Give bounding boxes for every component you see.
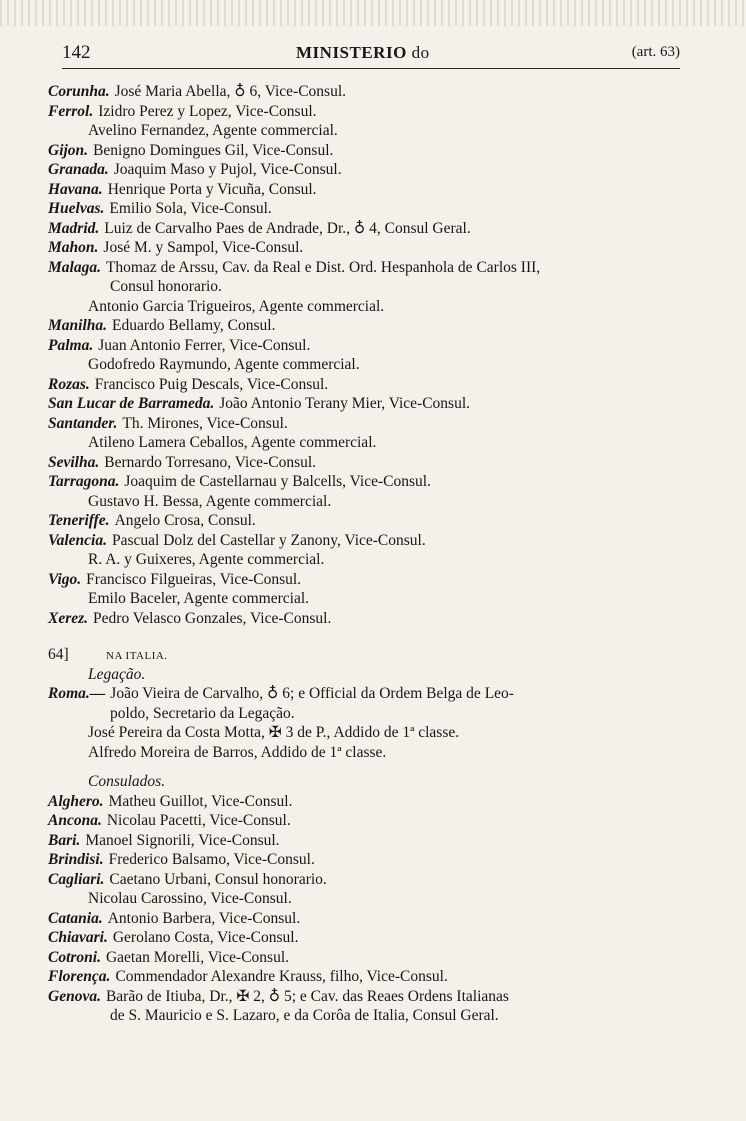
city-name: Ancona.	[48, 812, 102, 829]
city-name: Xerez.	[48, 609, 89, 627]
entry-text: José M. y Sampol, Vice-Consul.	[103, 239, 304, 256]
city-name: Granada.	[48, 161, 109, 178]
entry-line	[0, 928, 746, 948]
entry-subline: Nicolau Carossino, Vice-Consul.	[88, 890, 292, 907]
scan-noise	[0, 0, 746, 26]
entry-text: Caetano Urbani, Consul honorario.	[109, 870, 327, 888]
entry-subline: Godofredo Raymundo, Agente commercial.	[88, 356, 360, 373]
city-name: Manilha.	[48, 317, 108, 334]
entry-line	[0, 987, 746, 1007]
entry-line	[0, 82, 746, 102]
entry-line	[0, 531, 746, 551]
entry-line	[0, 609, 746, 629]
section-number: 64]	[48, 646, 69, 663]
entry-subline: José Pereira da Costa Motta, ✠ 3 de P., Addido de 1ª classe.	[88, 724, 460, 741]
running-title: MINISTERIO do	[296, 43, 430, 62]
entry-text: Matheu Guillot, Vice-Consul.	[108, 792, 293, 810]
entry-text: Th. Mirones, Vice-Consul.	[122, 414, 288, 432]
entry-line	[0, 570, 746, 590]
city-name: Havana.	[48, 180, 103, 198]
entry-line	[0, 199, 746, 219]
entry-text: João Antonio Terany Mier, Vice-Consul.	[219, 395, 471, 412]
entry-text: Nicolau Pacetti, Vice-Consul.	[106, 812, 291, 829]
entry-subline: Atileno Lamera Ceballos, Agente commercial.	[88, 434, 377, 451]
city-name: Valencia.	[48, 531, 107, 549]
city-name: Santander.	[48, 414, 118, 432]
spain-consulates-list	[0, 82, 746, 628]
city-name: Florença.	[48, 968, 111, 985]
entry-text: Thomaz de Arssu, Cav. da Real e Dist. Ord. Hespanhola de Carlos III,	[105, 258, 541, 276]
city-name: Genova.	[48, 987, 101, 1005]
city-name: Rozas.	[48, 375, 90, 393]
entry-text: Frederico Balsamo, Vice-Consul.	[108, 851, 315, 868]
city-name: Malaga.	[48, 258, 101, 276]
entry-line	[0, 967, 746, 987]
entry-line	[0, 160, 746, 180]
entry-text: Barão de Itiuba, Dr., ✠ 2, ♁ 5; e Cav. das Reaes Ordens Italianas	[105, 987, 509, 1005]
entry-line	[0, 811, 746, 831]
entry-text: Gerolano Costa, Vice-Consul.	[112, 929, 299, 946]
page-header	[62, 40, 680, 69]
city-name: Brindisi.	[48, 851, 104, 868]
entry-text: José Maria Abella, ♁ 6, Vice-Consul.	[114, 83, 347, 100]
document-body	[0, 82, 746, 1026]
entry-text: Commendador Alexandre Krauss, filho, Vice-Consul.	[115, 968, 448, 985]
entry-line	[0, 948, 746, 968]
entry-text: Francisco Puig Descals, Vice-Consul.	[94, 375, 329, 393]
city-name: Sevilha.	[48, 453, 100, 471]
entry-text: Joaquim de Castellarnau y Balcells, Vice-Consul.	[124, 473, 431, 490]
entry-continuation: de S. Mauricio e S. Lazaro, e da Corôa de Italia, Consul Geral.	[110, 1007, 499, 1024]
entry-line	[0, 870, 746, 890]
entry-text: João Vieira de Carvalho, ♁ 6; e Official da Ordem Belga de Leo-	[110, 685, 514, 702]
entry-continuation: poldo, Secretario da Legação.	[110, 704, 295, 722]
city-name: Cagliari.	[48, 870, 105, 888]
entry-subline: R. A. y Guixeres, Agente commercial.	[88, 551, 325, 568]
entry-subline: Emilo Baceler, Agente commercial.	[88, 590, 310, 607]
city-name: Vigo.	[48, 570, 82, 588]
city-name: Roma.—	[48, 685, 106, 702]
entry-text: Bernardo Torresano, Vice-Consul.	[104, 453, 317, 471]
section-heading	[0, 645, 746, 665]
entry-text: Angelo Crosa, Consul.	[114, 512, 256, 529]
city-name: Madrid.	[48, 219, 100, 237]
entry-line	[0, 909, 746, 929]
city-name: San Lucar de Barrameda.	[48, 395, 215, 412]
entry-line	[0, 472, 746, 492]
entry-text: Juan Antonio Ferrer, Vice-Consul.	[98, 336, 311, 354]
entry-text: Benigno Domingues Gil, Vice-Consul.	[93, 141, 334, 159]
entry-text: Luiz de Carvalho Paes de Andrade, Dr., ♁ 4, Consul Geral.	[104, 219, 471, 237]
page-number: 142	[62, 42, 91, 63]
city-name: Chiavari.	[48, 929, 108, 946]
entry-text: Manoel Signorili, Vice-Consul.	[85, 831, 280, 849]
entry-text: Gaetan Morelli, Vice-Consul.	[105, 948, 290, 966]
entry-subline: Alfredo Moreira de Barros, Addido de 1ª classe.	[88, 743, 387, 761]
city-name: Gijon.	[48, 141, 89, 159]
city-name: Ferrol.	[48, 102, 94, 120]
entry-line	[0, 684, 746, 704]
entry-line	[0, 336, 746, 356]
entry-text: Eduardo Bellamy, Consul.	[112, 317, 276, 334]
entry-line	[0, 850, 746, 870]
entry-subline: Avelino Fernandez, Agente commercial.	[88, 122, 338, 139]
entry-line	[0, 511, 746, 531]
entry-line	[0, 414, 746, 434]
city-name: Teneriffe.	[48, 512, 110, 529]
legation-list	[0, 684, 746, 762]
entry-subline: Antonio Garcia Trigueiros, Agente commercial.	[88, 297, 385, 315]
entry-text: Izidro Perez y Lopez, Vice-Consul.	[98, 102, 317, 120]
entry-text: Henrique Porta y Vicuña, Consul.	[107, 180, 317, 198]
entry-line	[0, 316, 746, 336]
entry-line	[0, 375, 746, 395]
article-ref: (art. 63)	[631, 44, 680, 60]
entry-line	[0, 238, 746, 258]
entry-line	[0, 453, 746, 473]
entry-line	[0, 180, 746, 200]
city-name: Cotroni.	[48, 948, 101, 966]
entry-text: Emilio Sola, Vice-Consul.	[109, 200, 272, 217]
consulates-heading: Consulados.	[88, 773, 166, 790]
city-name: Mahon.	[48, 239, 99, 256]
entry-continuation: Consul honorario.	[110, 278, 222, 295]
city-name: Alghero.	[48, 792, 104, 810]
city-name: Palma.	[48, 336, 94, 354]
section-title: NA ITALIA.	[106, 650, 168, 662]
city-name: Tarragona.	[48, 473, 120, 490]
entry-line	[0, 141, 746, 161]
entry-line	[0, 394, 746, 414]
entry-text: Antonio Barbera, Vice-Consul.	[107, 909, 301, 927]
entry-text: Pascual Dolz del Castellar y Zanony, Vice-Consul.	[112, 531, 426, 549]
city-name: Bari.	[48, 831, 81, 849]
entry-line	[0, 102, 746, 122]
entry-text: Pedro Velasco Gonzales, Vice-Consul.	[93, 609, 332, 627]
city-name: Corunha.	[48, 83, 110, 100]
city-name: Catania.	[48, 909, 103, 927]
legation-heading: Legação.	[88, 665, 146, 683]
entry-text: Francisco Filgueiras, Vice-Consul.	[86, 570, 302, 588]
entry-line	[0, 831, 746, 851]
entry-subline: Gustavo H. Bessa, Agente commercial.	[88, 492, 332, 510]
entry-line	[0, 792, 746, 812]
entry-line	[0, 258, 746, 278]
city-name: Huelvas.	[48, 200, 105, 217]
entry-text: Joaquim Maso y Pujol, Vice-Consul.	[113, 161, 342, 178]
entry-line	[0, 219, 746, 239]
italy-consulates-list	[0, 792, 746, 1026]
